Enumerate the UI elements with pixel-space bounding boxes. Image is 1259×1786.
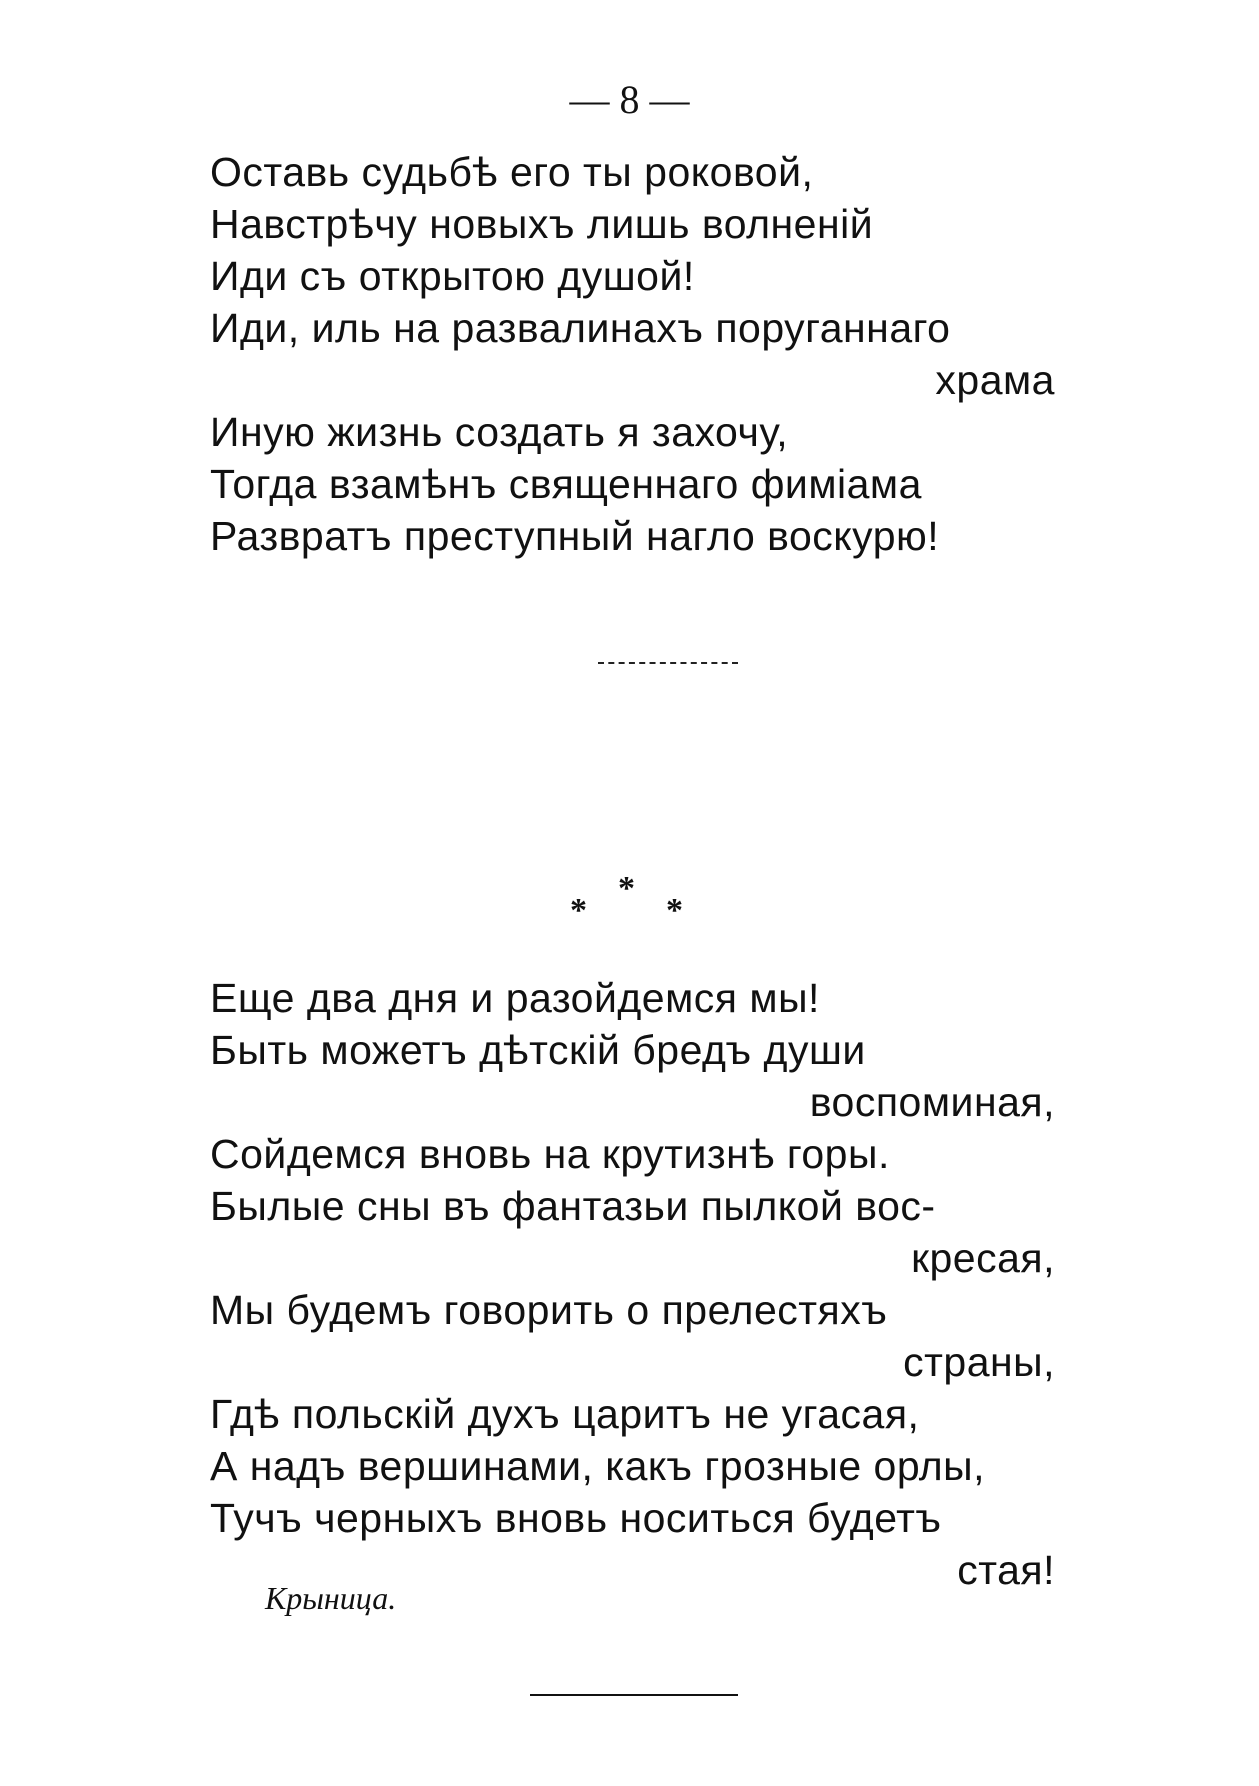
poem-line: Быть можетъ дѣтскій бредъ души: [210, 1027, 866, 1073]
page-number: — 8 —: [569, 77, 690, 122]
place-signature: Крыница.: [265, 1580, 397, 1616]
poem-line: Навстрѣчу новыхъ лишь волненій: [210, 201, 874, 247]
star-icon: *: [570, 892, 587, 929]
poem-line-continuation: страны,: [903, 1339, 1055, 1385]
poem-line-continuation: храма: [935, 357, 1055, 403]
star-icon: *: [666, 892, 683, 929]
asterism-separator: [570, 868, 700, 928]
poem-line: Оставь судьбѣ его ты роковой,: [210, 149, 814, 195]
poem-line: Иную жизнь создать я захочу,: [210, 409, 789, 455]
poem-line: Тучъ черныхъ вновь носиться будетъ: [210, 1495, 942, 1541]
poem-1: [210, 146, 1055, 562]
poem-line: Развратъ преступный нагло воскурю!: [210, 513, 940, 559]
poem-line: Иди съ открытою душой!: [210, 253, 695, 299]
poem-line: Мы будемъ говорить о прелестяхъ: [210, 1287, 888, 1333]
section-divider: [598, 662, 738, 664]
poem-2: [210, 972, 1055, 1596]
poem-line: Иди, иль на развалинахъ поруганнаго: [210, 305, 951, 351]
poem-line: Былые сны въ фантазьи пылкой вос-: [210, 1183, 936, 1229]
poem-line: А надъ вершинами, какъ грозные орлы,: [210, 1443, 986, 1489]
poem-line-continuation: стая!: [957, 1547, 1055, 1593]
poem-line: Тогда взамѣнъ священнаго фиміама: [210, 461, 922, 507]
star-icon: *: [618, 870, 635, 907]
poem-line-continuation: воспоминая,: [809, 1079, 1055, 1125]
poem-line-continuation: кресая,: [911, 1235, 1055, 1281]
poem-line: Гдѣ польскій духъ царитъ не угасая,: [210, 1391, 920, 1437]
poem-line: Еще два дня и разойдемся мы!: [210, 975, 820, 1021]
end-divider: [530, 1694, 738, 1696]
poem-line: Сойдемся вновь на крутизнѣ горы.: [210, 1131, 890, 1177]
